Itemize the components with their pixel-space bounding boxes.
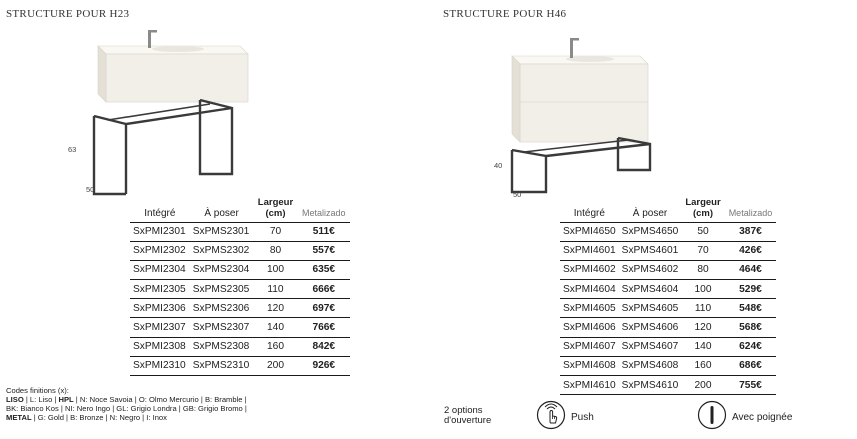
cell-a-poser: SxPMS2302	[190, 241, 254, 260]
cell-largeur: 200	[253, 356, 297, 375]
cell-largeur: 110	[681, 299, 724, 318]
cell-integre: SxPMI4610	[560, 376, 619, 395]
table-row	[130, 356, 350, 375]
cell-a-poser: SxPMS4602	[619, 260, 682, 279]
cell-integre: SxPMI4607	[560, 337, 619, 356]
dim-height-h23: 63	[68, 145, 77, 154]
table-header-row	[130, 196, 350, 222]
codes-intro: Codes finitions (x):	[6, 386, 69, 395]
cell-a-poser: SxPMS2305	[190, 280, 254, 299]
cell-price: 926€	[298, 356, 350, 375]
table-row	[130, 280, 350, 299]
cell-largeur: 120	[681, 318, 724, 337]
cell-largeur: 70	[681, 241, 724, 260]
table-row	[130, 222, 350, 241]
cell-integre: SxPMI4605	[560, 299, 619, 318]
cell-price: 686€	[725, 356, 777, 375]
cell-a-poser: SxPMS4606	[619, 318, 682, 337]
cell-largeur: 200	[681, 376, 724, 395]
cell-a-poser: SxPMS4601	[619, 241, 682, 260]
cell-price: 766€	[298, 318, 350, 337]
table-row	[560, 337, 776, 356]
opening-options-label: 2 options d'ouverture	[444, 405, 492, 426]
structure-h23-illustration	[60, 24, 260, 199]
cell-integre: SxPMI2307	[130, 318, 190, 337]
cell-a-poser: SxPMS4650	[619, 222, 682, 241]
cell-price: 624€	[725, 337, 777, 356]
cell-largeur: 160	[253, 337, 297, 356]
structure-h46-illustration	[500, 28, 670, 198]
table-row	[560, 222, 776, 241]
cell-largeur: 100	[253, 260, 297, 279]
cell-price: 568€	[725, 318, 777, 337]
cell-price: 529€	[725, 280, 777, 299]
cell-a-poser: SxPMS2306	[190, 299, 254, 318]
table-row	[560, 299, 776, 318]
cell-largeur: 160	[681, 356, 724, 375]
cell-integre: SxPMI4650	[560, 222, 619, 241]
table-row	[560, 318, 776, 337]
codes-line-2: BK: Bianco Kos | NI: Nero Ingo | GL: Grigio Londra | GB: Grigio Bromo |	[6, 404, 247, 413]
cell-largeur: 140	[681, 337, 724, 356]
cell-price: 635€	[298, 260, 350, 279]
table-header-row	[560, 196, 776, 222]
table-row	[560, 260, 776, 279]
push-label: Push	[571, 412, 594, 423]
push-hand-icon	[536, 400, 566, 430]
cell-price: 697€	[298, 299, 350, 318]
cell-integre: SxPMI4601	[560, 241, 619, 260]
cell-a-poser: SxPMS4607	[619, 337, 682, 356]
cell-integre: SxPMI2301	[130, 222, 190, 241]
cell-a-poser: SxPMS2307	[190, 318, 254, 337]
cell-price: 464€	[725, 260, 777, 279]
cell-largeur: 80	[253, 241, 297, 260]
cell-largeur: 120	[253, 299, 297, 318]
table-row	[560, 356, 776, 375]
handle-bar-icon	[697, 400, 727, 430]
cell-price: 548€	[725, 299, 777, 318]
cell-a-poser: SxPMS4608	[619, 356, 682, 375]
table-row	[560, 280, 776, 299]
cell-price: 511€	[298, 222, 350, 241]
cell-largeur: 140	[253, 318, 297, 337]
cell-integre: SxPMI2304	[130, 260, 190, 279]
cell-largeur: 100	[681, 280, 724, 299]
cell-a-poser: SxPMS4604	[619, 280, 682, 299]
cell-price: 387€	[725, 222, 777, 241]
table-row	[560, 376, 776, 395]
cell-price: 426€	[725, 241, 777, 260]
cell-integre: SxPMI2308	[130, 337, 190, 356]
header-a-poser: À poser	[204, 207, 239, 219]
table-row	[130, 260, 350, 279]
cell-a-poser: SxPMS2301	[190, 222, 254, 241]
price-table-h46	[560, 196, 776, 395]
cell-integre: SxPMI4608	[560, 356, 619, 375]
cell-integre: SxPMI4604	[560, 280, 619, 299]
codes-line-1: LISO | L: Liso | HPL | N: Noce Savoia | O: Olmo Mercurio | B: Bramble |	[6, 395, 247, 404]
finish-codes	[6, 386, 247, 422]
section-title-h23: STRUCTURE POUR H23	[6, 8, 130, 20]
cell-largeur: 80	[681, 260, 724, 279]
table-row	[130, 241, 350, 260]
cell-price: 755€	[725, 376, 777, 395]
header-largeur: Largeur (cm)	[685, 196, 721, 219]
cell-largeur: 70	[253, 222, 297, 241]
header-a-poser: À poser	[632, 207, 668, 219]
cell-integre: SxPMI2306	[130, 299, 190, 318]
cell-largeur: 110	[253, 280, 297, 299]
cell-a-poser: SxPMS4605	[619, 299, 682, 318]
dim-depth-h46: 50	[513, 190, 522, 199]
codes-line-3: METAL | G: Gold | B: Bronze | N: Negro | I: Inox	[6, 413, 167, 422]
cell-a-poser: SxPMS2304	[190, 260, 254, 279]
cell-price: 666€	[298, 280, 350, 299]
table-row	[130, 318, 350, 337]
cell-integre: SxPMI4606	[560, 318, 619, 337]
dim-height-h46: 40	[494, 161, 503, 170]
cell-a-poser: SxPMS2310	[190, 356, 254, 375]
price-table-h23	[130, 196, 350, 376]
cell-price: 557€	[298, 241, 350, 260]
header-integre: Intégré	[144, 207, 176, 219]
table-row	[130, 337, 350, 356]
cell-price: 842€	[298, 337, 350, 356]
cell-integre: SxPMI2302	[130, 241, 190, 260]
header-integre: Intégré	[573, 207, 605, 219]
cell-integre: SxPMI2305	[130, 280, 190, 299]
cell-a-poser: SxPMS2308	[190, 337, 254, 356]
cell-integre: SxPMI4602	[560, 260, 619, 279]
table-row	[560, 241, 776, 260]
header-largeur: Largeur (cm)	[257, 196, 294, 219]
table-row	[130, 299, 350, 318]
header-metalizado: Metalizado	[302, 207, 346, 218]
dim-depth-h23: 50	[86, 185, 95, 194]
cell-largeur: 50	[681, 222, 724, 241]
handle-label: Avec poignée	[732, 412, 793, 423]
header-metalizado: Metalizado	[728, 207, 773, 218]
cell-a-poser: SxPMS4610	[619, 376, 682, 395]
cell-integre: SxPMI2310	[130, 356, 190, 375]
section-title-h46: STRUCTURE POUR H46	[443, 8, 567, 20]
